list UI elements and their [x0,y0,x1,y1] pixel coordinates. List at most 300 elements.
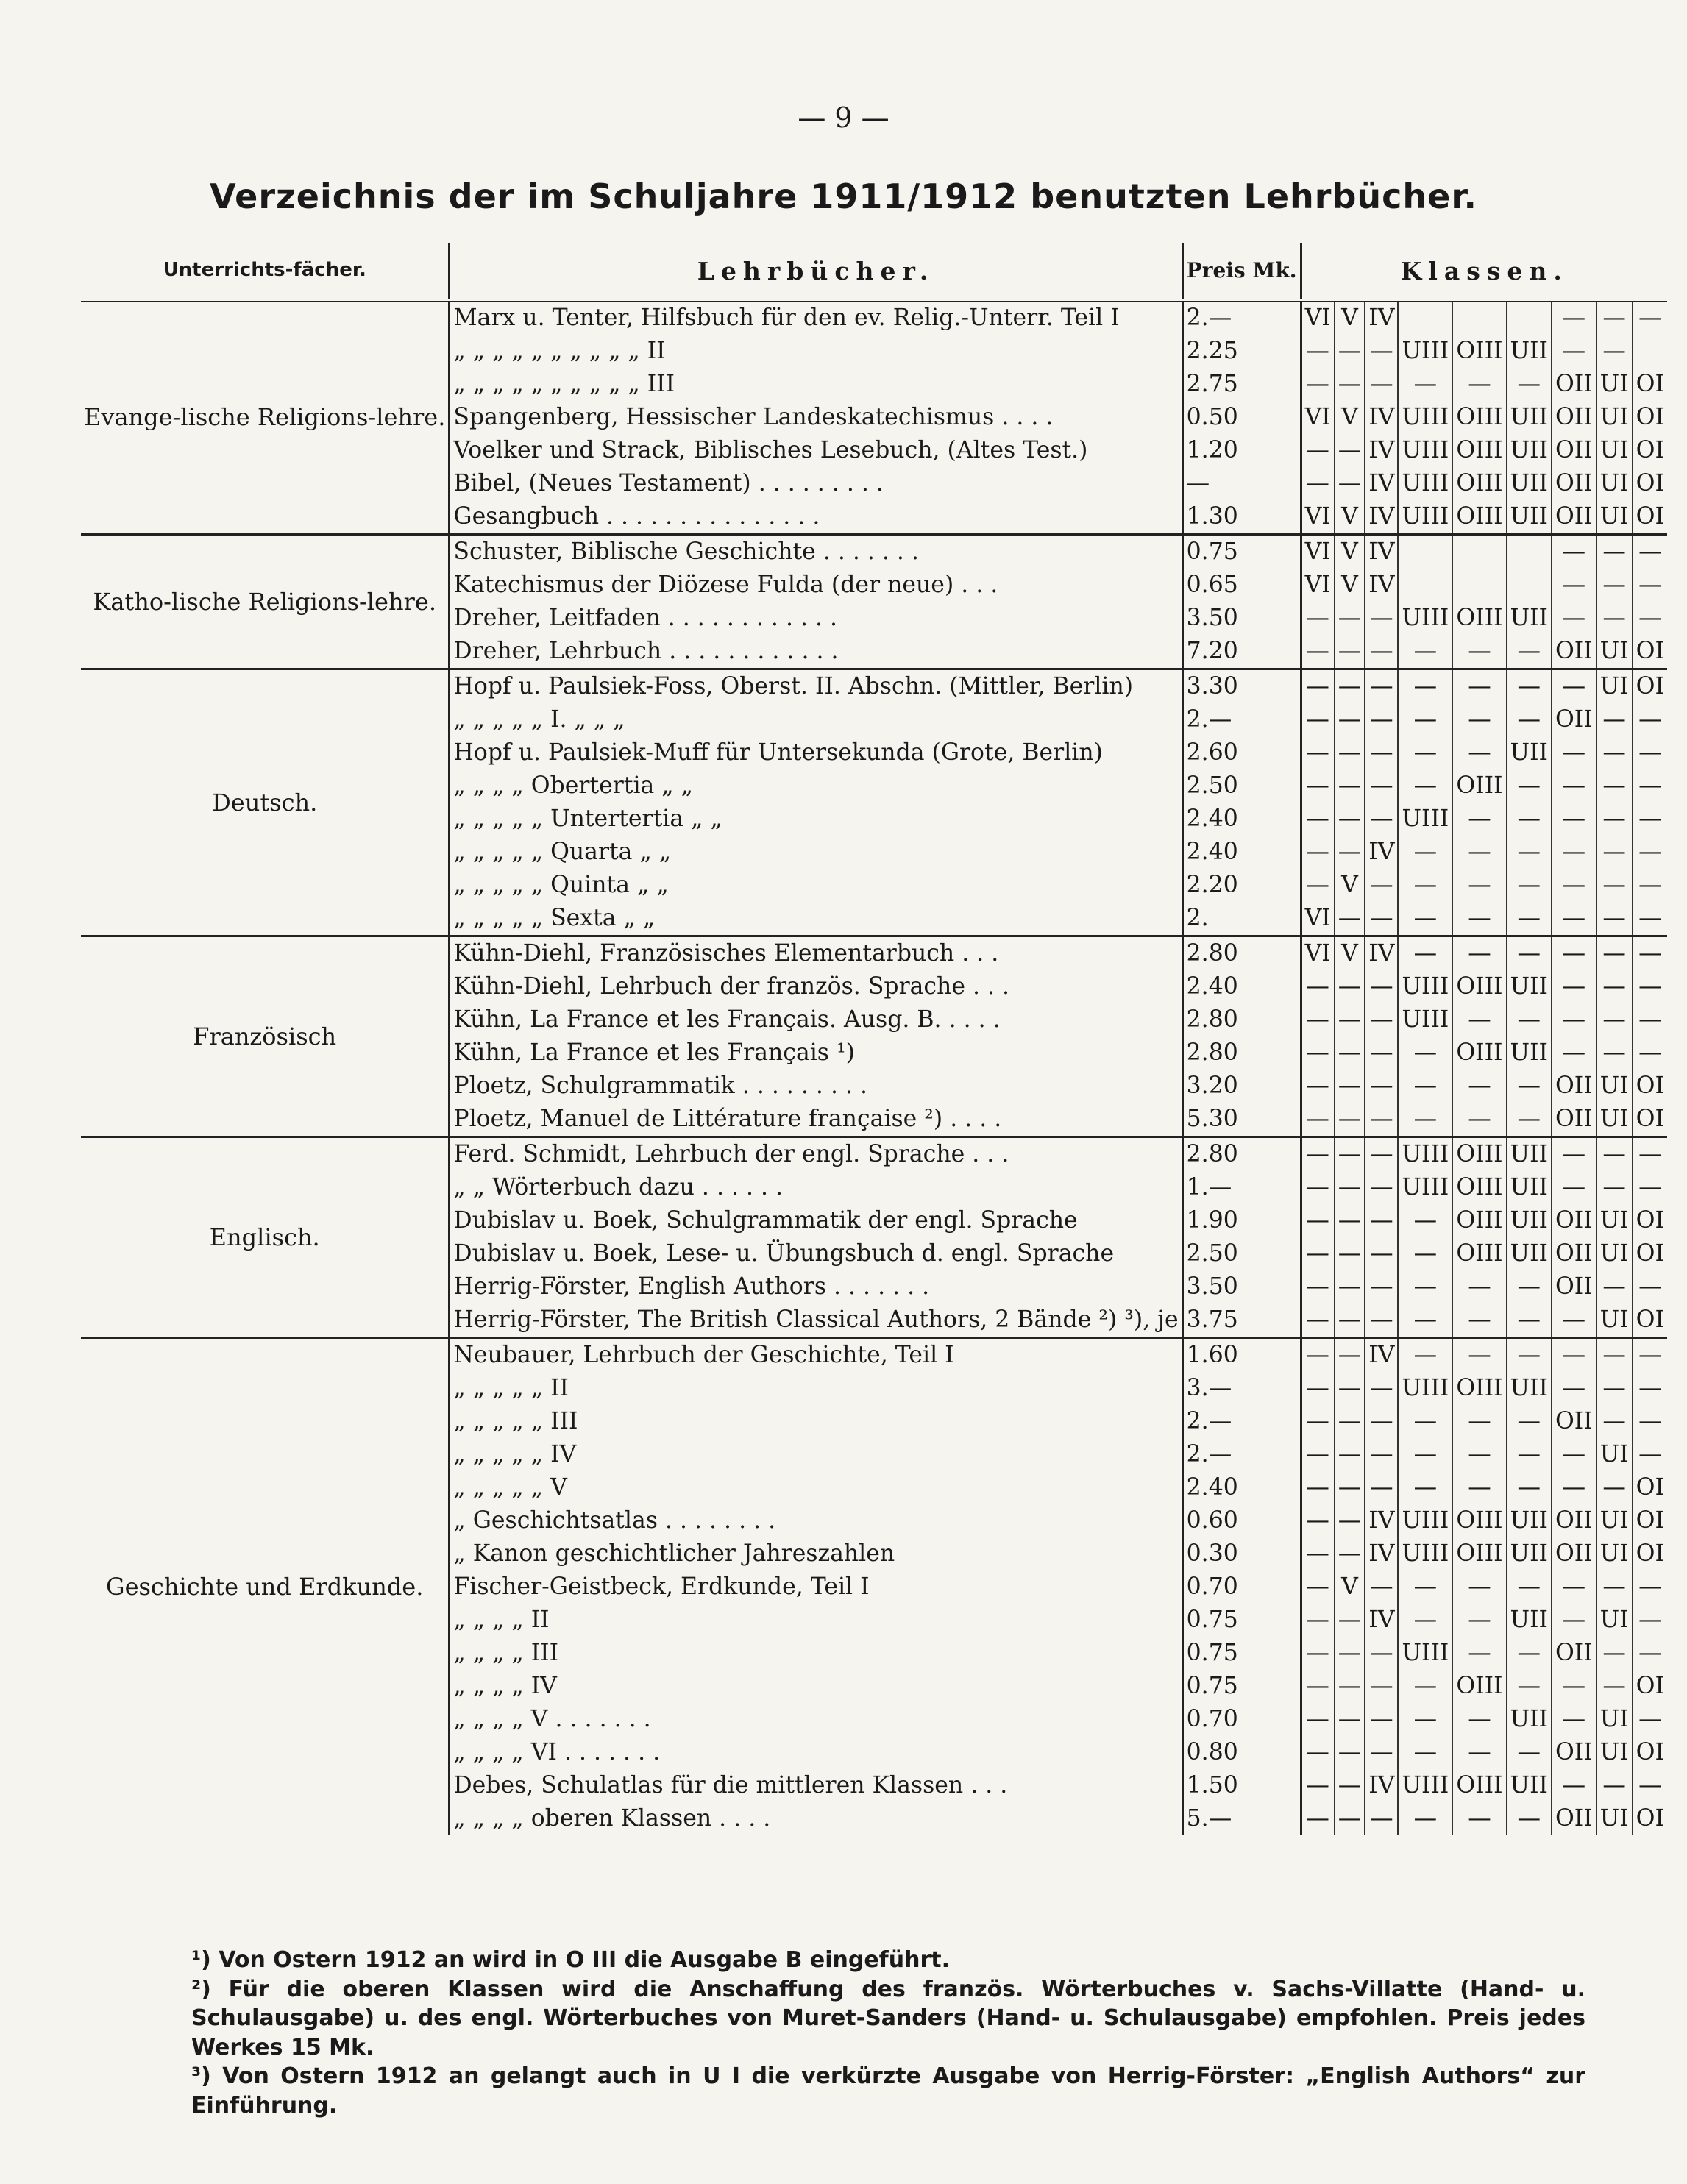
class-cell: — [1597,1769,1633,1802]
book-title: „ „ „ „ III [450,1637,1182,1670]
class-cell: V [1335,300,1365,335]
book-title: „ „ „ „ „ I. „ „ „ [450,703,1182,736]
class-cell: — [1638,1407,1662,1434]
class-cell: — [1301,1003,1335,1036]
class-cell: OI [1635,403,1664,430]
class-cell: — [1452,1070,1506,1103]
book-title: Kühn, La France et les Français. Ausg. B. . . . . [450,1003,1182,1036]
class-cell: — [1633,300,1667,335]
class-cell: — [1552,769,1597,803]
class-cell: IV [1365,1338,1398,1373]
class-cell: — [1398,635,1452,669]
class-cell: — [1552,803,1597,836]
price-cell: 1.60 [1182,1338,1301,1373]
class-cell: UII [1507,736,1552,769]
class-cell: OII [1552,500,1597,535]
class-cell: VI [1301,936,1335,971]
class-cell: — [1365,902,1398,936]
class-cell: — [1597,1471,1633,1504]
price-cell: 2. [1182,902,1301,936]
class-cell: OI [1635,1804,1664,1832]
class-cell: — [1365,335,1398,368]
class-cell: — [1638,1006,1662,1033]
class-cell: — [1398,1237,1452,1270]
class-cell: — [1335,1070,1365,1103]
price-cell: 2.— [1182,300,1301,335]
price-cell: 3.50 [1182,602,1301,635]
class-cell: — [1335,1670,1365,1703]
class-cell: — [1335,467,1365,500]
header-price: Preis Mk. [1182,243,1301,300]
class-cell: — [1301,1537,1335,1571]
class-cell: — [1452,1438,1506,1471]
class-cell: — [1301,703,1335,736]
class-cell: OII [1552,1204,1597,1237]
class-cell: — [1507,1303,1552,1338]
class-cell: UIII [1398,1537,1452,1571]
price-cell: 3.75 [1182,1303,1301,1338]
price-cell: 2.50 [1182,1237,1301,1270]
class-cell: — [1638,838,1662,865]
class-cell: — [1398,703,1452,736]
class-cell: OII [1552,703,1597,736]
subject-cell: Französisch [81,936,450,1137]
class-cell: UII [1507,1537,1552,1571]
price-cell: 3.— [1182,1372,1301,1405]
class-cell: — [1301,1438,1335,1471]
price-cell: — [1182,467,1301,500]
class-cell: OIII [1452,1036,1506,1070]
class-cell: UI [1597,635,1633,669]
class-cell: — [1552,1372,1597,1405]
class-cell: — [1452,635,1506,669]
class-cell: — [1335,1237,1365,1270]
class-cell: — [1552,936,1597,971]
price-cell: 2.80 [1182,1003,1301,1036]
class-cell: IV [1365,535,1398,569]
class-cell: UI [1597,669,1633,704]
class-cell: OIII [1452,1137,1506,1172]
class-cell: VI [1301,535,1335,569]
price-cell: 0.30 [1182,1537,1301,1571]
class-cell: — [1365,1103,1398,1137]
book-title: „ „ „ „ II [450,1604,1182,1637]
class-cell: — [1365,368,1398,401]
book-title: „ „ „ „ VI . . . . . . . [450,1736,1182,1769]
class-cell: UIII [1398,1137,1452,1172]
class-cell: — [1301,1802,1335,1835]
class-cell: — [1365,602,1398,635]
class-cell: UIII [1398,500,1452,535]
book-title: Dreher, Leitfaden . . . . . . . . . . . . [450,602,1182,635]
class-cell: — [1507,1338,1552,1373]
class-cell: — [1638,972,1662,1000]
class-cell: — [1452,669,1506,704]
class-cell: IV [1365,401,1398,434]
class-cell: UIII [1398,1504,1452,1537]
class-cell: — [1597,803,1633,836]
class-cell: OII [1552,368,1597,401]
footnotes [81,1946,1585,2121]
class-cell: OII [1552,1270,1597,1303]
class-cell: — [1301,1670,1335,1703]
class-cell: — [1507,869,1552,902]
price-cell: 0.65 [1182,569,1301,602]
class-cell: — [1398,869,1452,902]
book-title: Katechismus der Diözese Fulda (der neue) . . . [450,569,1182,602]
class-cell: OI [1635,469,1664,497]
textbook-table [81,243,1667,1835]
class-cell: UI [1597,1438,1633,1471]
class-cell: — [1597,1405,1633,1438]
class-cell: — [1452,1270,1506,1303]
price-cell: 3.30 [1182,669,1301,704]
class-cell: UIII [1398,401,1452,434]
class-cell: — [1335,902,1365,936]
book-title: Debes, Schulatlas für die mittleren Klassen . . . [450,1769,1182,1802]
book-title: „ „ „ „ Obertertia „ „ [450,769,1182,803]
class-cell: UIII [1398,1171,1452,1204]
class-cell: — [1638,1273,1662,1300]
class-cell: OI [1635,1672,1664,1699]
class-cell: — [1365,1637,1398,1670]
price-cell: 1.50 [1182,1769,1301,1802]
class-cell: — [1638,739,1662,766]
class-cell: — [1335,1637,1365,1670]
class-cell: — [1365,1237,1398,1270]
class-cell: — [1597,1338,1633,1373]
class-cell: — [1552,1137,1597,1172]
class-cell: OI [1635,1473,1664,1501]
class-cell: — [1452,869,1506,902]
class-cell: — [1452,836,1506,869]
class-cell: — [1398,1036,1452,1070]
footnote-2: ²) Für die oberen Klassen wird die Anschaffung des französ. Wörterbuches v. Sachs-Villatte (Hand- u. Schulausgabe) u. des engl. Wörterbuches von Muret-Sanders (Hand- u. Schulausgabe) empfohlen. Preis jedes Werkes 15 Mk. [191,1976,1585,2060]
class-cell: — [1301,1703,1335,1736]
price-cell: 0.75 [1182,1637,1301,1670]
class-cell: — [1335,368,1365,401]
class-cell: — [1638,705,1662,733]
class-cell: — [1452,1003,1506,1036]
class-cell: — [1398,1736,1452,1769]
class-cell: — [1301,602,1335,635]
table-body [81,300,1667,1835]
class-cell: — [1507,669,1552,704]
class-cell: — [1507,769,1552,803]
class-cell: OII [1552,1070,1597,1103]
class-cell: — [1398,1338,1452,1373]
class-cell: V [1335,401,1365,434]
class-cell: — [1507,1802,1552,1835]
class-cell: — [1597,1372,1633,1405]
book-title: Fischer-Geistbeck, Erdkunde, Teil I [450,1571,1182,1604]
class-cell: — [1552,736,1597,769]
class-cell: OI [1635,502,1664,530]
class-cell: — [1335,736,1365,769]
class-cell: OIII [1452,1504,1506,1537]
book-title: Gesangbuch . . . . . . . . . . . . . . . [450,500,1182,535]
class-cell: OI [1635,637,1664,664]
class-cell: — [1452,936,1506,971]
class-cell: — [1301,803,1335,836]
class-cell: UII [1507,1237,1552,1270]
class-cell: — [1335,434,1365,467]
class-cell: — [1301,669,1335,704]
class-cell: — [1398,1204,1452,1237]
class-cell: OI [1635,1507,1664,1534]
class-cell: — [1365,1171,1398,1204]
class-cell: — [1452,1703,1506,1736]
class-cell: — [1301,1270,1335,1303]
class-cell: OIII [1452,500,1506,535]
class-cell: IV [1365,300,1398,335]
price-cell: 1.90 [1182,1204,1301,1237]
class-cell: UI [1597,368,1633,401]
class-cell: — [1365,1003,1398,1036]
class-cell: — [1398,1405,1452,1438]
class-cell: OII [1552,1537,1597,1571]
class-cell: — [1452,1405,1506,1438]
class-cell: UII [1507,401,1552,434]
class-cell: — [1398,1703,1452,1736]
class-cell: — [1365,1802,1398,1835]
class-cell: — [1507,368,1552,401]
book-title: Kühn, La France et les Français ¹) [450,1036,1182,1070]
book-title: „ „ „ „ „ IV [450,1438,1182,1471]
header-subject: Unterrichts-fächer. [81,243,450,300]
class-cell: — [1452,1471,1506,1504]
class-cell: UI [1597,1237,1633,1270]
class-cell: — [1638,1374,1662,1401]
book-title: „ „ „ „ „ Untertertia „ „ [450,803,1182,836]
class-cell: — [1335,769,1365,803]
class-cell: — [1552,1471,1597,1504]
class-cell: V [1335,569,1365,602]
class-cell: — [1507,1736,1552,1769]
class-cell: IV [1365,434,1398,467]
class-cell: UI [1597,1303,1633,1338]
class-cell: — [1552,1036,1597,1070]
class-cell: — [1365,1070,1398,1103]
class-cell [1507,535,1552,569]
class-cell: UI [1597,1537,1633,1571]
class-cell: — [1365,1670,1398,1703]
class-cell: — [1301,1103,1335,1137]
class-cell: — [1335,1103,1365,1137]
class-cell: UI [1597,434,1633,467]
class-cell: — [1365,1703,1398,1736]
class-cell: — [1335,970,1365,1003]
class-cell: UIII [1398,1769,1452,1802]
class-cell: — [1365,1137,1398,1172]
class-cell: V [1335,500,1365,535]
class-cell: — [1301,1504,1335,1537]
class-cell: — [1552,335,1597,368]
class-cell: — [1552,1171,1597,1204]
class-cell: — [1597,736,1633,769]
class-cell: UII [1507,1504,1552,1537]
class-cell: — [1597,300,1633,335]
class-cell: — [1398,769,1452,803]
class-cell: — [1335,335,1365,368]
book-title: Spangenberg, Hessischer Landeskatechismus . . . . [450,401,1182,434]
book-title: Marx u. Tenter, Hilfsbuch für den ev. Relig.-Unterr. Teil I [450,300,1182,335]
class-cell: UII [1507,335,1552,368]
class-cell: — [1301,434,1335,467]
price-cell: 2.40 [1182,970,1301,1003]
subject-cell: Katho-lische Religions-lehre. [81,535,450,669]
class-cell: — [1335,1736,1365,1769]
class-cell: — [1365,1736,1398,1769]
class-cell: — [1507,1471,1552,1504]
class-cell: UI [1597,1736,1633,1769]
class-cell: OII [1552,467,1597,500]
class-cell: OII [1552,1802,1597,1835]
class-cell: — [1335,703,1365,736]
book-title: „ „ „ „ „ V [450,1471,1182,1504]
class-cell: — [1452,1303,1506,1338]
header-classes: Klassen. [1301,243,1667,300]
book-title: „ Geschichtsatlas . . . . . . . . [450,1504,1182,1537]
class-cell: — [1638,1606,1662,1633]
class-cell: UIII [1398,335,1452,368]
page-number: — 9 — [798,102,889,134]
class-cell: — [1638,1639,1662,1666]
price-cell: 1.— [1182,1171,1301,1204]
class-cell: — [1552,869,1597,902]
price-cell: 0.75 [1182,1604,1301,1637]
table-row [81,1137,1667,1172]
class-cell: — [1507,635,1552,669]
class-cell: OI [1635,1206,1664,1234]
class-cell: OI [1635,370,1664,397]
class-cell: UII [1507,1171,1552,1204]
class-cell: UI [1597,1204,1633,1237]
class-cell: — [1507,836,1552,869]
class-cell: OI [1635,1105,1664,1132]
class-cell: — [1398,1070,1452,1103]
class-cell [1452,535,1506,569]
class-cell: — [1335,1036,1365,1070]
class-cell: — [1335,1204,1365,1237]
table-row [81,1338,1667,1373]
class-cell: UI [1597,1604,1633,1637]
class-cell: — [1507,1003,1552,1036]
class-cell: — [1552,1703,1597,1736]
book-title: „ „ „ „ „ „ „ „ „ „ III [450,368,1182,401]
class-cell: — [1335,1438,1365,1471]
class-cell [1633,335,1667,368]
class-cell: — [1507,1571,1552,1604]
class-cell: — [1552,1670,1597,1703]
class-cell: — [1365,1571,1398,1604]
class-cell: IV [1365,500,1398,535]
class-cell: OIII [1452,1171,1506,1204]
class-cell: — [1365,1405,1398,1438]
class-cell: — [1398,1438,1452,1471]
class-cell: IV [1365,467,1398,500]
class-cell: — [1452,1338,1506,1373]
price-cell: 0.80 [1182,1736,1301,1769]
class-cell: — [1301,1338,1335,1373]
class-cell: — [1335,1537,1365,1571]
book-title: „ „ Wörterbuch dazu . . . . . . [450,1171,1182,1204]
class-cell [1398,300,1452,335]
book-title: Ferd. Schmidt, Lehrbuch der engl. Sprache . . . [450,1137,1182,1172]
subject-cell: Geschichte und Erdkunde. [81,1338,450,1836]
class-cell: — [1552,1604,1597,1637]
class-cell: UII [1507,1204,1552,1237]
class-cell: — [1633,1338,1667,1373]
class-cell: — [1597,1670,1633,1703]
class-cell: — [1335,1802,1365,1835]
price-cell: 2.40 [1182,836,1301,869]
class-cell: — [1335,1405,1365,1438]
class-cell: — [1365,1471,1398,1504]
class-cell: V [1335,1571,1365,1604]
class-cell: — [1365,1372,1398,1405]
class-cell: — [1301,1171,1335,1204]
class-cell: — [1638,871,1662,898]
class-cell: — [1335,1769,1365,1802]
book-title: Neubauer, Lehrbuch der Geschichte, Teil I [450,1338,1182,1373]
class-cell: — [1365,803,1398,836]
class-cell: OII [1552,1637,1597,1670]
class-cell: UIII [1398,467,1452,500]
class-cell: V [1335,535,1365,569]
class-cell: — [1365,769,1398,803]
class-cell: OII [1552,1405,1597,1438]
class-cell: UI [1597,500,1633,535]
class-cell: — [1301,769,1335,803]
book-title: „ „ „ „ „ Quarta „ „ [450,836,1182,869]
class-cell: IV [1365,836,1398,869]
book-title: Ploetz, Manuel de Littérature française ²) . . . . [450,1103,1182,1137]
class-cell: — [1638,1573,1662,1600]
class-cell: OII [1552,1736,1597,1769]
header-books: Lehrbücher. [450,243,1182,300]
book-title: Dubislav u. Boek, Lese- u. Übungsbuch d. engl. Sprache [450,1237,1182,1270]
book-title: „ „ „ „ V . . . . . . . [450,1703,1182,1736]
class-cell: — [1301,1769,1335,1802]
class-cell: — [1507,1670,1552,1703]
class-cell: — [1301,368,1335,401]
class-cell: — [1365,970,1398,1003]
class-cell [1398,535,1452,569]
class-cell: UII [1507,1137,1552,1172]
class-cell: — [1597,936,1633,971]
book-title: Schuster, Biblische Geschichte . . . . . . . [450,535,1182,569]
class-cell: — [1335,1372,1365,1405]
table-row [81,535,1667,569]
book-title: Voelker und Strack, Biblisches Lesebuch, (Altes Test.) [450,434,1182,467]
class-cell: — [1398,1670,1452,1703]
class-cell: — [1552,836,1597,869]
class-cell: — [1597,769,1633,803]
class-cell: — [1301,1571,1335,1604]
class-cell: — [1335,836,1365,869]
class-cell: — [1597,1003,1633,1036]
book-title: Kühn-Diehl, Französisches Elementarbuch . . . [450,936,1182,971]
class-cell: — [1335,803,1365,836]
class-cell: — [1638,1771,1662,1799]
price-cell: 0.50 [1182,401,1301,434]
class-cell: — [1552,602,1597,635]
class-cell: — [1335,1003,1365,1036]
class-cell [1507,300,1552,335]
class-cell: OIII [1452,1670,1506,1703]
class-cell: — [1301,1637,1335,1670]
